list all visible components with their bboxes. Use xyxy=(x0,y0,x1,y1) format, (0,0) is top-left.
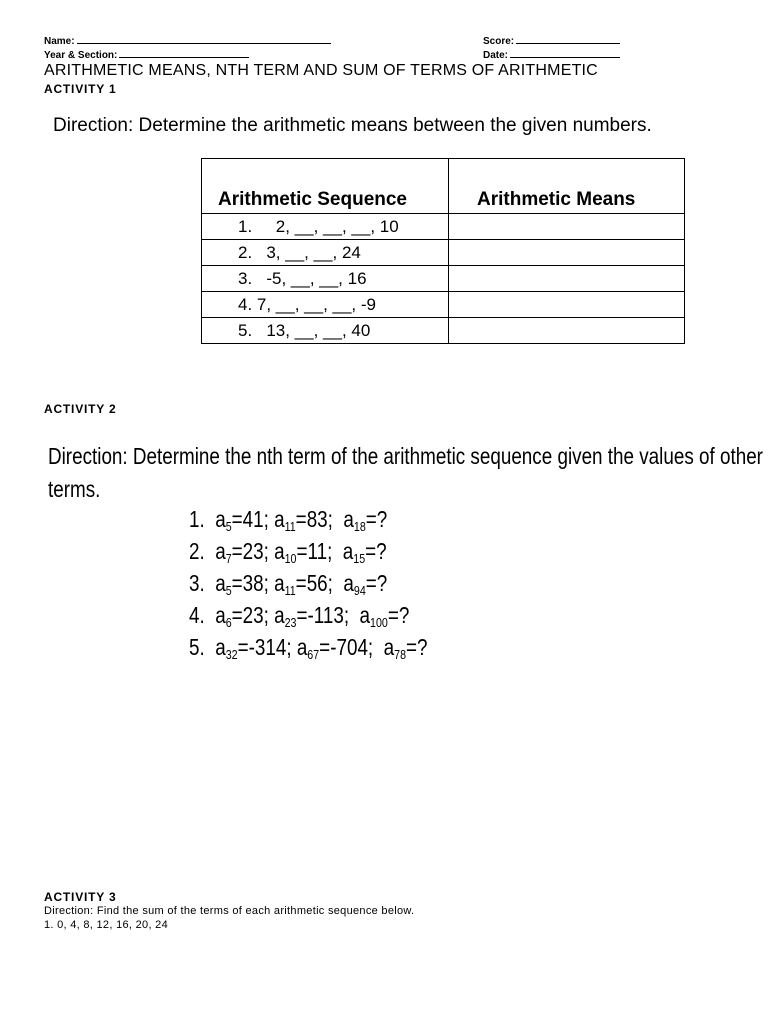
term-a: a xyxy=(343,506,354,532)
term-value: =? xyxy=(387,602,410,628)
term-value: =? xyxy=(365,506,388,532)
date-blank xyxy=(510,48,620,58)
term-value: =? xyxy=(365,570,388,596)
table-row xyxy=(202,240,685,266)
activity2-direction-line1: Direction: Determine the nth term of the arithmetic sequence given the values of other xyxy=(48,443,763,469)
activity1-direction: Direction: Determine the arithmetic means between the given numbers. xyxy=(53,115,652,136)
activity1-heading: ACTIVITY 1 xyxy=(44,82,117,96)
term-subscript: 78 xyxy=(394,647,407,662)
term-value: =83; xyxy=(295,506,344,532)
col-header-sequence: Arithmetic Sequence xyxy=(202,159,449,214)
term-a: a xyxy=(215,506,226,532)
table-row xyxy=(202,214,685,240)
col-header-means: Arithmetic Means xyxy=(449,159,685,214)
term-a: a xyxy=(343,570,354,596)
term-subscript: 94 xyxy=(353,583,366,598)
term-subscript: 5 xyxy=(225,583,232,598)
activity2-direction xyxy=(48,440,763,506)
name-label: Name: xyxy=(44,36,75,47)
term-a: a xyxy=(274,538,285,564)
activity3-item1: 1. 0, 4, 8, 12, 16, 20, 24 xyxy=(44,919,168,931)
term-subscript: 15 xyxy=(353,551,366,566)
table-header-row xyxy=(202,159,685,214)
activity2-heading: ACTIVITY 2 xyxy=(44,402,117,416)
problem-item xyxy=(189,506,387,534)
term-subscript: 5 xyxy=(225,519,232,534)
means-answer-cell[interactable] xyxy=(449,240,685,266)
activity2-direction-line2: terms. xyxy=(48,476,101,502)
term-subscript: 18 xyxy=(353,519,366,534)
year-section-field xyxy=(44,48,249,61)
sequence-cell: 4. 7, __, __, __, -9 xyxy=(202,292,449,318)
sequence-cell: 2. 3, __, __, 24 xyxy=(202,240,449,266)
activity3-direction: Direction: Find the sum of the terms of each arithmetic sequence below. xyxy=(44,905,415,917)
table-row xyxy=(202,266,685,292)
score-field xyxy=(483,34,620,47)
table-row xyxy=(202,292,685,318)
term-value: =23; xyxy=(231,538,275,564)
term-value: =41; xyxy=(231,506,275,532)
problem-number: 2. xyxy=(189,538,205,564)
term-a: a xyxy=(296,634,308,660)
problem-item xyxy=(189,602,409,630)
means-table xyxy=(201,158,685,344)
score-blank xyxy=(516,34,620,44)
name-blank xyxy=(77,34,331,44)
means-answer-cell[interactable] xyxy=(449,292,685,318)
term-subscript: 32 xyxy=(225,647,238,662)
term-a: a xyxy=(274,506,285,532)
term-subscript: 100 xyxy=(370,615,388,630)
term-a: a xyxy=(215,602,226,628)
term-value: =23; xyxy=(231,602,275,628)
problem-item xyxy=(189,634,428,662)
year-section-blank xyxy=(119,48,249,58)
term-subscript: 7 xyxy=(225,551,232,566)
term-subscript: 6 xyxy=(225,615,232,630)
term-subscript: 11 xyxy=(284,583,296,598)
table-row xyxy=(202,318,685,344)
problem-item xyxy=(189,538,387,566)
term-value: =11; xyxy=(296,538,343,564)
term-a: a xyxy=(215,538,226,564)
term-value: =? xyxy=(406,634,428,660)
term-subscript: 10 xyxy=(284,551,297,566)
name-field xyxy=(44,34,331,47)
problem-number: 1. xyxy=(189,506,205,532)
term-value: =-704; xyxy=(319,634,384,660)
page-title: ARITHMETIC MEANS, NTH TERM AND SUM OF TERMS OF ARITHMETIC xyxy=(44,62,598,79)
term-a: a xyxy=(359,602,371,628)
term-a: a xyxy=(274,570,285,596)
score-label: Score: xyxy=(483,36,515,47)
term-value: =-113; xyxy=(296,602,360,628)
sequence-cell: 5. 13, __, __, 40 xyxy=(202,318,449,344)
term-a: a xyxy=(342,538,354,564)
term-a: a xyxy=(383,634,395,660)
date-field xyxy=(483,48,620,61)
problem-number: 4. xyxy=(189,602,205,628)
term-value: =56; xyxy=(295,570,344,596)
term-subscript: 67 xyxy=(307,647,320,662)
means-answer-cell[interactable] xyxy=(449,266,685,292)
term-subscript: 23 xyxy=(284,615,297,630)
sequence-cell: 3. -5, __, __, 16 xyxy=(202,266,449,292)
term-a: a xyxy=(215,634,226,660)
term-subscript: 11 xyxy=(284,519,296,534)
problem-number: 5. xyxy=(189,634,205,660)
problem-item xyxy=(189,570,387,598)
term-a: a xyxy=(274,602,285,628)
year-section-label: Year & Section: xyxy=(44,50,118,61)
sequence-cell: 1. 2, __, __, __, 10 xyxy=(202,214,449,240)
means-answer-cell[interactable] xyxy=(449,318,685,344)
term-value: =38; xyxy=(231,570,275,596)
means-answer-cell[interactable] xyxy=(449,214,685,240)
date-label: Date: xyxy=(483,50,509,61)
activity3-heading: ACTIVITY 3 xyxy=(44,890,117,904)
term-a: a xyxy=(215,570,226,596)
term-value: =-314; xyxy=(237,634,297,660)
problem-number: 3. xyxy=(189,570,205,596)
term-value: =? xyxy=(365,538,387,564)
